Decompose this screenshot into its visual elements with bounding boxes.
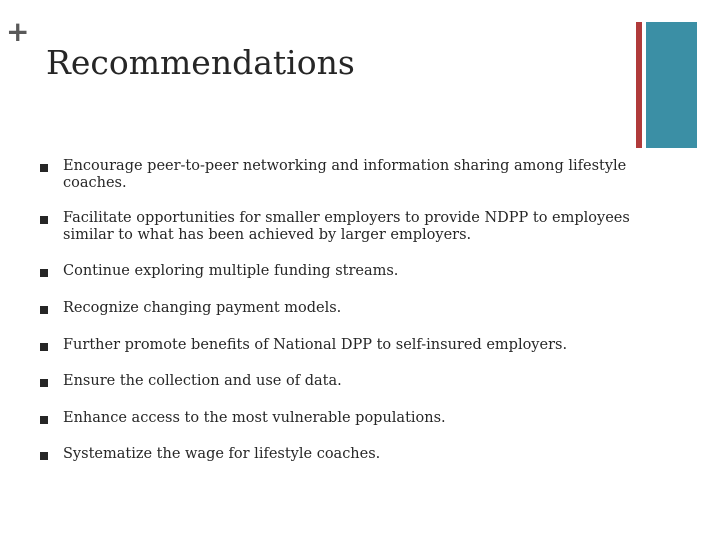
square-bullet-icon: [40, 379, 48, 387]
list-item: [40, 210, 640, 244]
list-item: [40, 337, 640, 354]
list-item: [40, 373, 640, 390]
bullet-text: Facilitate opportunities for smaller employers to provide NDPP to employees similar to what has been achieved by larger employers.: [63, 210, 630, 243]
accent-block-blue: [646, 22, 697, 148]
bullet-text: Continue exploring multiple funding streams.: [63, 263, 399, 279]
list-item: [40, 446, 640, 463]
bullet-text: Further promote benefits of National DPP to self-insured employers.: [63, 337, 568, 353]
square-bullet-icon: [40, 269, 48, 277]
list-item: [40, 300, 640, 317]
square-bullet-icon: [40, 216, 48, 224]
bullet-text: Systematize the wage for lifestyle coaches.: [63, 446, 381, 462]
list-item: [40, 263, 640, 280]
list-item: [40, 410, 640, 427]
bullet-text: Enhance access to the most vulnerable populations.: [63, 410, 446, 426]
plus-icon: +: [6, 15, 30, 48]
bullet-text: Recognize changing payment models.: [63, 300, 342, 316]
list-item: [40, 158, 640, 192]
square-bullet-icon: [40, 343, 48, 351]
square-bullet-icon: [40, 452, 48, 460]
bullet-text: Encourage peer-to-peer networking and information sharing among lifestyle coaches.: [63, 158, 627, 191]
bullet-text: Ensure the collection and use of data.: [63, 373, 342, 389]
square-bullet-icon: [40, 164, 48, 172]
square-bullet-icon: [40, 416, 48, 424]
accent-bar-red: [636, 22, 642, 148]
square-bullet-icon: [40, 306, 48, 314]
slide-title: Recommendations: [46, 43, 355, 82]
